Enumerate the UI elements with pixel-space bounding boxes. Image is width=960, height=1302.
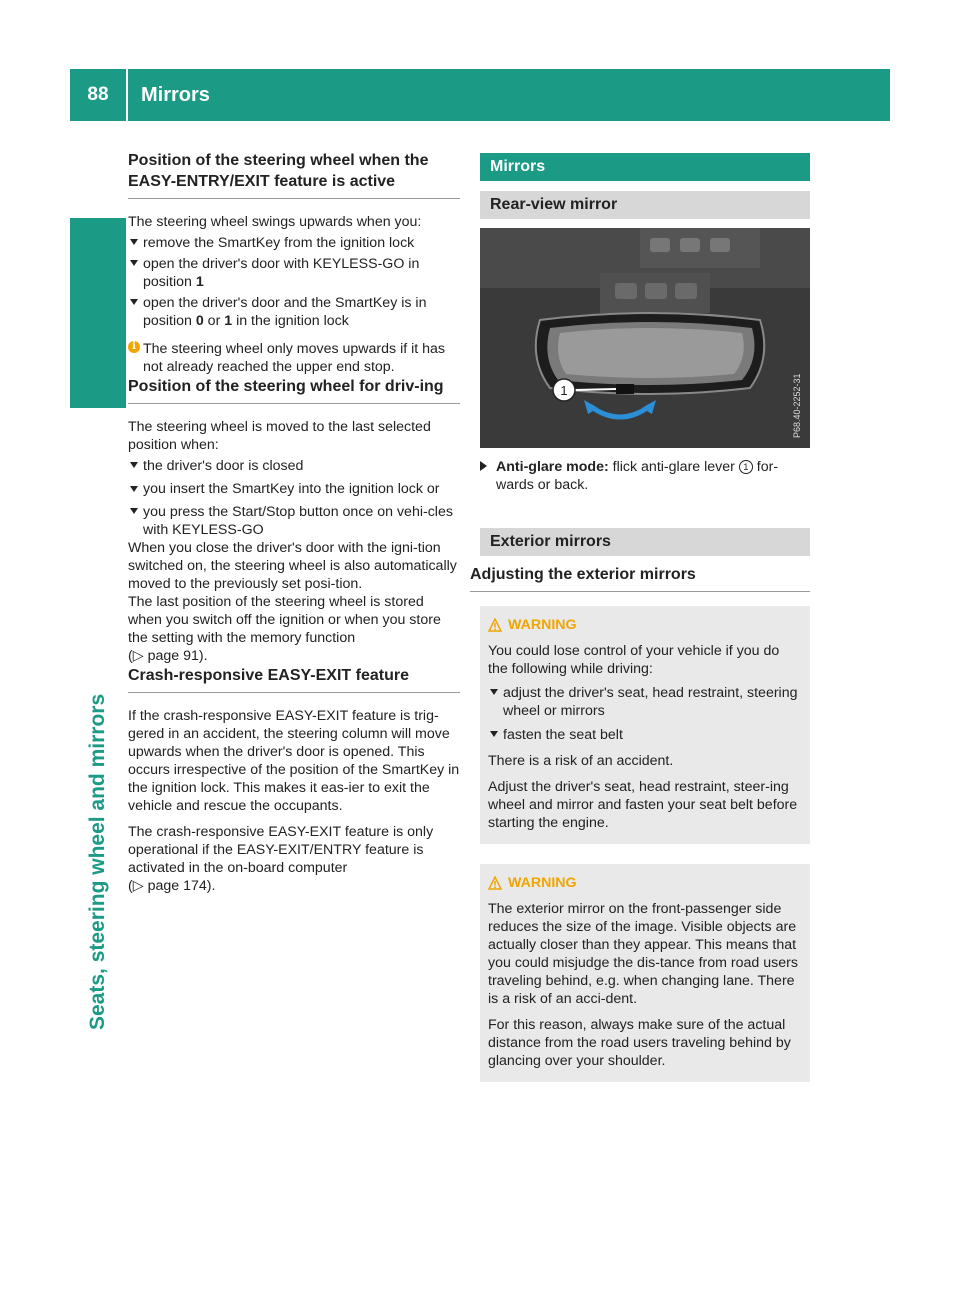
warning-box — [480, 864, 810, 1082]
step-arrow-icon — [480, 461, 487, 471]
info-note: i The steering wheel only moves upwards if it has not already reached the upper end stop. — [128, 340, 460, 376]
bullet-icon — [490, 689, 498, 695]
callout-number-icon: 1 — [739, 460, 753, 474]
section-title-bar: Mirrors — [480, 153, 810, 181]
paragraph: The last position of the steering wheel is stored when you switch off the ignition or when you store the setting with the memory function — [128, 594, 441, 646]
warning-text: The exterior mirror on the front-passenger side reduces the size of the image. Visible objects are actually closer than they appear. This means that you could misjudge the dis-tance from road users traveling behind, e.g. when changing lane. There is a risk of an acci-dent. — [488, 901, 798, 1007]
bullet-icon — [130, 508, 138, 514]
bullet-icon — [130, 260, 138, 266]
left-column — [128, 150, 460, 895]
warning-text: You could lose control of your vehicle if you do the following while driving: — [488, 643, 780, 677]
bullet-icon — [490, 731, 498, 737]
header-divider — [126, 69, 128, 121]
page-reference[interactable]: (▷ page 174). — [128, 878, 216, 894]
warning-text: There is a risk of an accident. — [488, 753, 674, 769]
warning-text: For this reason, always make sure of the actual distance from the road users traveling behind by glancing over your shoulder. — [488, 1017, 791, 1069]
chapter-label-text: Seats, steering wheel and mirrors — [86, 693, 109, 1030]
list-item: adjust the driver's seat, head restraint, steering wheel or mirrors — [488, 684, 802, 720]
paragraph: If the crash-responsive EASY-EXIT feature is trig-gered in an accident, the steering column will move upwards when the driver's door is opened. This occurs irrespective of the position of the SmartKey in the ignition lock. This makes it eas-ier to exit the vehicle and rescue the occupants. — [128, 708, 460, 814]
list-item: fasten the seat belt — [488, 726, 802, 744]
subsection-bar: Rear-view mirror — [480, 191, 810, 219]
warning-title: WARNING — [488, 874, 802, 892]
rear-view-mirror-figure — [480, 228, 810, 448]
chapter-tab — [70, 218, 126, 408]
section-heading: Crash-responsive EASY-EXIT feature — [128, 665, 460, 693]
paragraph: The steering wheel is moved to the last selected position when: — [128, 419, 431, 453]
warning-icon — [488, 618, 502, 632]
list-item: open the driver's door and the SmartKey is in position 0 or 1 in the ignition lock — [128, 294, 460, 330]
section-heading-block: Adjusting the exterior mirrors — [470, 564, 810, 592]
instruction-step: Anti-glare mode: flick anti-glare lever 1 for-wards or back. — [480, 458, 810, 494]
list-item: you insert the SmartKey into the ignition lock or — [128, 478, 460, 500]
page-title: Mirrors — [141, 83, 210, 106]
section-heading: Position of the steering wheel for driv-ing — [128, 376, 460, 404]
page-number: 88 — [87, 84, 109, 105]
subsection-bar: Exterior mirrors — [480, 528, 810, 556]
paragraph: When you close the driver's door with the igni-tion switched on, the steering wheel is also automatically moved to the previously set posi-tion. — [128, 540, 457, 592]
figure-code: P68.40-2252-31 — [792, 373, 802, 438]
paragraph: The steering wheel swings upwards when you: — [128, 214, 422, 230]
info-icon: i — [128, 341, 140, 353]
right-column — [470, 150, 810, 1082]
list-item: you press the Start/Stop button once on vehi-cles with KEYLESS-GO — [128, 503, 460, 539]
bullet-icon — [130, 486, 138, 492]
bullet-icon — [130, 239, 138, 245]
list-item: remove the SmartKey from the ignition lock — [128, 234, 460, 252]
warning-text: Adjust the driver's seat, head restraint, steer-ing wheel and mirror and fasten your seat belt before starting the engine. — [488, 779, 798, 831]
warning-icon — [488, 876, 502, 890]
section-heading: Position of the steering wheel when the EASY-ENTRY/EXIT feature is active — [128, 150, 460, 199]
list-item: open the driver's door with KEYLESS-GO in position 1 — [128, 255, 460, 291]
warning-title: WARNING — [488, 616, 802, 634]
rear-view-mirror-illustration — [480, 228, 810, 448]
bullet-icon — [130, 299, 138, 305]
warning-box — [480, 606, 810, 844]
figure-callout: 1 — [560, 383, 568, 398]
paragraph: The crash-responsive EASY-EXIT feature is only operational if the EASY-EXIT/ENTRY feature is activated in the on-board computer — [128, 824, 434, 876]
list-item: the driver's door is closed — [128, 457, 460, 475]
bullet-icon — [130, 462, 138, 468]
page-reference[interactable]: (▷ page 91). — [128, 648, 208, 664]
